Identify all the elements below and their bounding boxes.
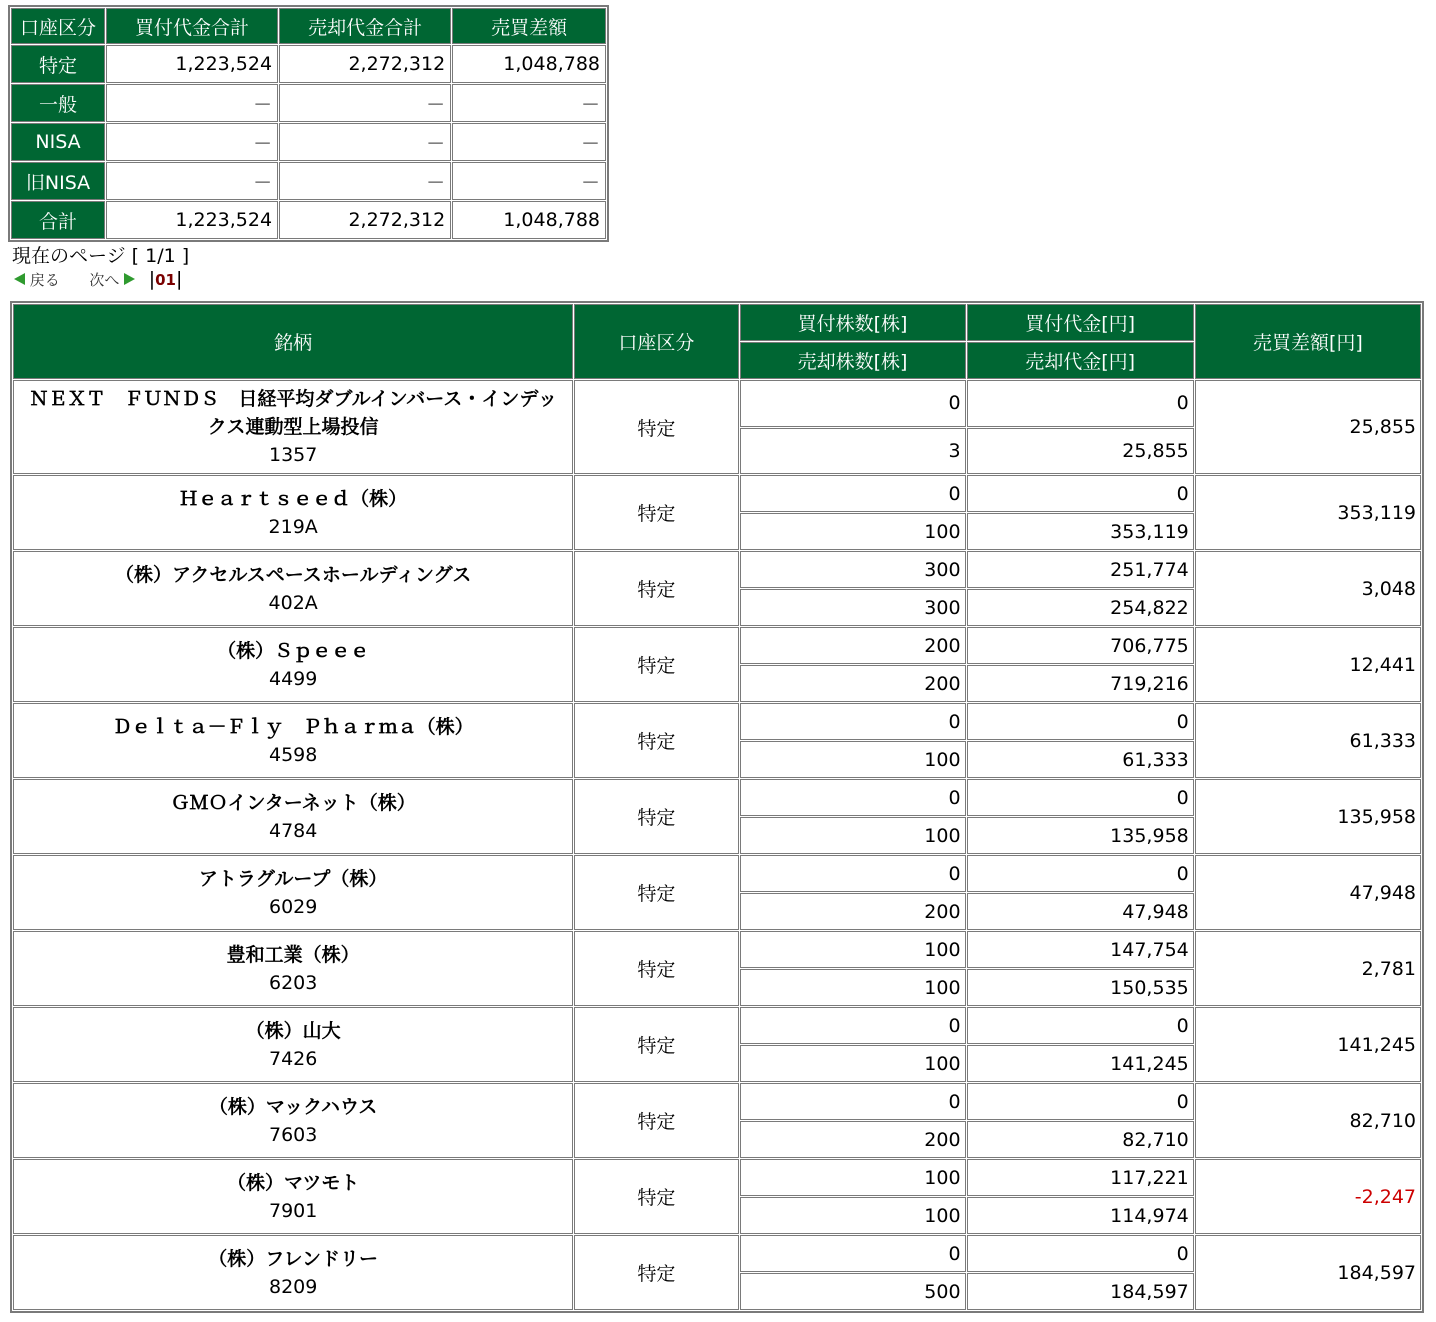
trade-diff: 12,441 bbox=[1195, 627, 1421, 702]
stock-row bbox=[13, 1235, 1421, 1272]
stock-code: 4784 bbox=[268, 819, 318, 842]
trade-diff: 141,245 bbox=[1195, 1007, 1421, 1082]
arrow-left-icon bbox=[14, 273, 25, 285]
buy-qty: 0 bbox=[740, 1235, 966, 1272]
stock-name-cell bbox=[13, 1007, 573, 1082]
buy-amount: 0 bbox=[967, 1007, 1194, 1044]
stock-code: 4598 bbox=[268, 743, 318, 766]
next-link[interactable] bbox=[89, 271, 140, 289]
stock-name-cell bbox=[13, 475, 573, 550]
stock-row bbox=[13, 855, 1421, 892]
summary-row bbox=[11, 123, 606, 161]
buy-amount: 0 bbox=[967, 1235, 1194, 1272]
stock-row bbox=[13, 1007, 1421, 1044]
sell-amount: 114,974 bbox=[967, 1197, 1194, 1234]
stock-row bbox=[13, 1083, 1421, 1120]
summary-sell-total: － bbox=[279, 162, 451, 200]
buy-qty: 100 bbox=[740, 931, 966, 968]
separator-bar: | bbox=[148, 268, 156, 290]
stock-name-cell bbox=[13, 380, 573, 474]
buy-qty: 0 bbox=[740, 475, 966, 512]
buy-qty: 0 bbox=[740, 380, 966, 427]
stock-name-cell bbox=[13, 931, 573, 1006]
stock-name-cell bbox=[13, 703, 573, 778]
sell-qty: 100 bbox=[740, 817, 966, 854]
trade-diff: -2,247 bbox=[1195, 1159, 1421, 1234]
summary-sell-total: 2,272,312 bbox=[279, 201, 451, 239]
stock-name[interactable]: アトラグループ（株） bbox=[198, 867, 388, 890]
stock-row bbox=[13, 475, 1421, 512]
stock-code: 402A bbox=[268, 591, 318, 614]
summary-table bbox=[8, 5, 609, 242]
summary-header-row bbox=[11, 8, 606, 44]
trade-diff: 3,048 bbox=[1195, 551, 1421, 626]
trade-header-row-1 bbox=[13, 304, 1421, 341]
summary-buy-total: － bbox=[106, 84, 278, 122]
sell-amount: 150,535 bbox=[967, 969, 1194, 1006]
summary-row bbox=[11, 45, 606, 83]
sell-qty: 100 bbox=[740, 513, 966, 550]
stock-account: 特定 bbox=[574, 1007, 738, 1082]
stock-account: 特定 bbox=[574, 627, 738, 702]
buy-amount: 117,221 bbox=[967, 1159, 1194, 1196]
next-label: 次へ bbox=[89, 271, 120, 289]
summary-header-diff: 売買差額 bbox=[452, 8, 606, 44]
stock-account: 特定 bbox=[574, 779, 738, 854]
summary-row bbox=[11, 84, 606, 122]
sell-qty: 100 bbox=[740, 1045, 966, 1082]
buy-amount: 147,754 bbox=[967, 931, 1194, 968]
summary-body bbox=[11, 45, 606, 239]
header-buy-amount: 買付代金[円] bbox=[967, 304, 1194, 341]
arrow-right-icon bbox=[124, 273, 135, 285]
summary-buy-total: － bbox=[106, 162, 278, 200]
stock-row bbox=[13, 931, 1421, 968]
stock-name-cell bbox=[13, 1083, 573, 1158]
summary-header-buy-total: 買付代金合計 bbox=[106, 8, 278, 44]
back-link[interactable] bbox=[14, 271, 65, 289]
summary-buy-total: － bbox=[106, 123, 278, 161]
stock-row bbox=[13, 627, 1421, 664]
stock-name-cell bbox=[13, 779, 573, 854]
stock-name[interactable]: 豊和工業（株） bbox=[226, 943, 360, 966]
header-stock-name: 銘柄 bbox=[13, 304, 573, 379]
summary-row bbox=[11, 201, 606, 239]
separator-bar: | bbox=[176, 268, 183, 290]
summary-diff: － bbox=[452, 84, 606, 122]
header-diff: 売買差額[円] bbox=[1195, 304, 1421, 379]
trade-table bbox=[10, 301, 1424, 1313]
sell-qty: 200 bbox=[740, 1121, 966, 1158]
stock-name-cell bbox=[13, 551, 573, 626]
header-account: 口座区分 bbox=[574, 304, 738, 379]
sell-amount: 135,958 bbox=[967, 817, 1194, 854]
buy-amount: 251,774 bbox=[967, 551, 1194, 588]
stock-name-cell bbox=[13, 627, 573, 702]
sell-amount: 61,333 bbox=[967, 741, 1194, 778]
summary-diff: 1,048,788 bbox=[452, 201, 606, 239]
stock-code: 6029 bbox=[268, 895, 318, 918]
stock-account: 特定 bbox=[574, 380, 738, 474]
trade-body bbox=[13, 380, 1421, 1310]
buy-amount: 0 bbox=[967, 1083, 1194, 1120]
pager-nav bbox=[14, 268, 182, 298]
stock-name[interactable]: ＮＥＸＴ ＦＵＮＤＳ 日経平均ダブルインバース・インデックス連動型上場投信 bbox=[29, 388, 557, 438]
buy-qty: 300 bbox=[740, 551, 966, 588]
buy-amount: 706,775 bbox=[967, 627, 1194, 664]
sell-amount: 184,597 bbox=[967, 1273, 1194, 1310]
stock-code: 6203 bbox=[268, 971, 318, 994]
current-page-indicator: 現在のページ [ 1/1 ] bbox=[12, 245, 190, 267]
summary-diff: － bbox=[452, 162, 606, 200]
stock-name[interactable]: Ｄｅｌｔａ－Ｆｌｙ Ｐｈａｒｍａ（株） bbox=[112, 715, 474, 738]
stock-name[interactable]: Ｈｅａｒｔｓｅｅｄ（株） bbox=[179, 487, 408, 510]
buy-amount: 0 bbox=[967, 855, 1194, 892]
stock-name[interactable]: （株）山大 bbox=[245, 1019, 341, 1042]
header-buy-qty: 買付株数[株] bbox=[740, 304, 966, 341]
trade-diff: 184,597 bbox=[1195, 1235, 1421, 1310]
stock-account: 特定 bbox=[574, 1235, 738, 1310]
summary-account-label: 特定 bbox=[11, 45, 105, 83]
stock-row bbox=[13, 779, 1421, 816]
summary-header-account: 口座区分 bbox=[11, 8, 105, 44]
summary-diff: 1,048,788 bbox=[452, 45, 606, 83]
sell-amount: 254,822 bbox=[967, 589, 1194, 626]
stock-name[interactable]: ＧＭＯインターネット（株） bbox=[170, 791, 416, 814]
stock-row bbox=[13, 1159, 1421, 1196]
trade-diff: 82,710 bbox=[1195, 1083, 1421, 1158]
sell-qty: 3 bbox=[740, 428, 966, 475]
stock-name-cell bbox=[13, 1159, 573, 1234]
sell-amount: 82,710 bbox=[967, 1121, 1194, 1158]
stock-name[interactable]: （株）マツモト bbox=[226, 1171, 360, 1194]
header-sell-amount: 売却代金[円] bbox=[967, 342, 1194, 379]
stock-code: 1357 bbox=[268, 444, 318, 466]
summary-diff: － bbox=[452, 123, 606, 161]
trade-diff: 135,958 bbox=[1195, 779, 1421, 854]
stock-row bbox=[13, 551, 1421, 588]
buy-amount: 0 bbox=[967, 703, 1194, 740]
stock-name[interactable]: （株）マックハウス bbox=[208, 1095, 378, 1118]
summary-sell-total: － bbox=[279, 84, 451, 122]
stock-account: 特定 bbox=[574, 475, 738, 550]
buy-qty: 0 bbox=[740, 779, 966, 816]
sell-qty: 200 bbox=[740, 665, 966, 702]
sell-amount: 141,245 bbox=[967, 1045, 1194, 1082]
trade-diff: 61,333 bbox=[1195, 703, 1421, 778]
sell-qty: 100 bbox=[740, 1197, 966, 1234]
summary-buy-total: 1,223,524 bbox=[106, 201, 278, 239]
stock-account: 特定 bbox=[574, 1083, 738, 1158]
buy-qty: 0 bbox=[740, 703, 966, 740]
buy-qty: 0 bbox=[740, 1007, 966, 1044]
sell-amount: 719,216 bbox=[967, 665, 1194, 702]
buy-amount: 0 bbox=[967, 475, 1194, 512]
stock-name[interactable]: （株）フレンドリー bbox=[208, 1247, 379, 1270]
stock-row bbox=[13, 703, 1421, 740]
buy-qty: 100 bbox=[740, 1159, 966, 1196]
summary-account-label: 旧NISA bbox=[11, 162, 105, 200]
summary-account-label: 合計 bbox=[11, 201, 105, 239]
stock-row bbox=[13, 380, 1421, 427]
sell-qty: 100 bbox=[740, 969, 966, 1006]
stock-account: 特定 bbox=[574, 931, 738, 1006]
trade-diff: 2,781 bbox=[1195, 931, 1421, 1006]
buy-qty: 0 bbox=[740, 1083, 966, 1120]
stock-name[interactable]: （株）アクセルスペースホールディングス bbox=[114, 563, 472, 586]
stock-account: 特定 bbox=[574, 551, 738, 626]
stock-code: 7426 bbox=[268, 1047, 318, 1070]
sell-amount: 25,855 bbox=[967, 428, 1194, 475]
trade-diff: 353,119 bbox=[1195, 475, 1421, 550]
sell-qty: 200 bbox=[740, 893, 966, 930]
summary-sell-total: 2,272,312 bbox=[279, 45, 451, 83]
summary-buy-total: 1,223,524 bbox=[106, 45, 278, 83]
sell-amount: 353,119 bbox=[967, 513, 1194, 550]
stock-code: 4499 bbox=[268, 667, 318, 690]
stock-account: 特定 bbox=[574, 1159, 738, 1234]
buy-amount: 0 bbox=[967, 779, 1194, 816]
summary-row bbox=[11, 162, 606, 200]
trade-diff: 25,855 bbox=[1195, 380, 1421, 474]
stock-name[interactable]: （株）Ｓｐｅｅｅ bbox=[217, 639, 370, 662]
back-label: 戻る bbox=[29, 271, 60, 289]
buy-qty: 200 bbox=[740, 627, 966, 664]
sell-qty: 300 bbox=[740, 589, 966, 626]
page-link-01[interactable]: 01 bbox=[155, 271, 176, 289]
summary-sell-total: － bbox=[279, 123, 451, 161]
stock-code: 7603 bbox=[268, 1123, 318, 1146]
trade-diff: 47,948 bbox=[1195, 855, 1421, 930]
summary-account-label: NISA bbox=[11, 123, 105, 161]
stock-code: 8209 bbox=[268, 1275, 318, 1298]
stock-code: 7901 bbox=[268, 1199, 318, 1222]
sell-amount: 47,948 bbox=[967, 893, 1194, 930]
stock-account: 特定 bbox=[574, 855, 738, 930]
stock-name-cell bbox=[13, 855, 573, 930]
sell-qty: 500 bbox=[740, 1273, 966, 1310]
summary-account-label: 一般 bbox=[11, 84, 105, 122]
summary-header-sell-total: 売却代金合計 bbox=[279, 8, 451, 44]
buy-amount: 0 bbox=[967, 380, 1194, 427]
stock-name-cell bbox=[13, 1235, 573, 1310]
buy-qty: 0 bbox=[740, 855, 966, 892]
sell-qty: 100 bbox=[740, 741, 966, 778]
header-sell-qty: 売却株数[株] bbox=[740, 342, 966, 379]
stock-code: 219A bbox=[268, 515, 318, 538]
stock-account: 特定 bbox=[574, 703, 738, 778]
